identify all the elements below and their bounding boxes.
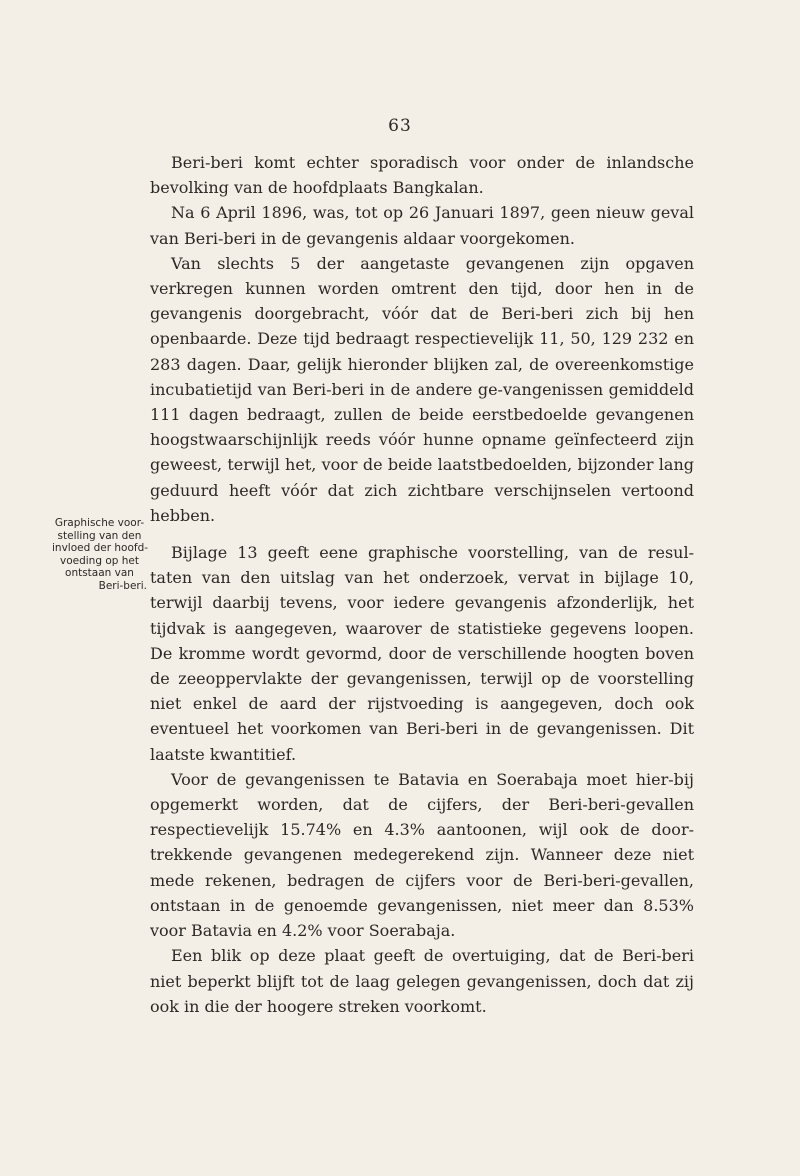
margin-note-line: Beri-beri.: [98, 579, 147, 592]
margin-note-line: voeding op het: [60, 554, 139, 567]
paragraph: Van slechts 5 der aangetaste gevangenen zijn opgaven verkregen kunnen worden omtrent den tijd, door hen in de gevangenis doorgebracht, vóór dat de Beri-beri zich bij hen openbaarde. Deze tijd bedraagt respectievelijk 11, 50, 129 232 en 283 dagen. Daar, gelijk hieronder blijken zal, de overeenkomstige incubatietijd van Beri-beri in de andere ge-vangenissen gemiddeld 111 dagen bedraagt, zullen de beide eerstbedoelde gevangenen hoogstwaarschijnlijk reeds vóór hunne opname geïnfecteerd zijn geweest, terwijl het, voor de beide laatstbedoelden, bijzonder lang geduurd heeft vóór dat zich zichtbare verschijnselen vertoond hebben.: [150, 253, 694, 525]
margin-note: [52, 517, 147, 593]
margin-note-line: ontstaan van: [65, 567, 134, 580]
paragraph: Beri-beri komt echter sporadisch voor onder de inlandsche bevolking van de hoofdplaats Bangkalan.: [150, 153, 694, 198]
paragraph: Een blik op deze plaat geeft de overtuiging, dat de Beri-beri niet beperkt blijft tot de laag gelegen gevangenissen, doch dat zij ook in die der hoogere streken voorkomt.: [150, 946, 694, 1016]
margin-note-line: Graphische voor-: [54, 517, 145, 529]
body-text: [150, 150, 694, 1019]
page-number: 63: [388, 116, 412, 136]
paragraph: Voor de gevangenissen te Batavia en Soerabaja moet hier-bij opgemerkt worden, dat de cijfers, der Beri-beri-gevallen respectievelijk 15.74% en 4.3% aantoonen, wijl ook de door-trekkende gevangenen medegerekend zijn. Wanneer deze niet mede rekenen, bedragen de cijfers voor de Beri-beri-gevallen, ontstaan in de genoemde gevangenissen, niet meer dan 8.53% voor Batavia en 4.2% voor Soerabaja.: [150, 769, 694, 941]
paragraph: Bijlage 13 geeft eene graphische voorstelling, van de resul-taten van den uitslag van het onderzoek, vervat in bijlage 10, terwijl daarbij tevens, voor iedere gevangenis afzonderlijk, het tijdvak is aangegeven, waarover de statistieke gegevens loopen. De kromme wordt gevormd, door de verschillende hoogten boven de zeeoppervlakte der gevangenissen, terwijl op de voorstelling niet enkel de aard der rijstvoeding is aangegeven, doch ook eventueel het voorkomen van Beri-beri in de gevangenissen. Dit laatste kwantitief.: [150, 543, 694, 764]
margin-note-line: stelling van den: [57, 529, 142, 542]
paragraph: Na 6 April 1896, was, tot op 26 Januari 1897, geen nieuw geval van Beri-beri in de gevangenis aldaar voorgekomen.: [150, 203, 694, 248]
margin-note-line: invloed der hoofd-: [52, 542, 149, 555]
